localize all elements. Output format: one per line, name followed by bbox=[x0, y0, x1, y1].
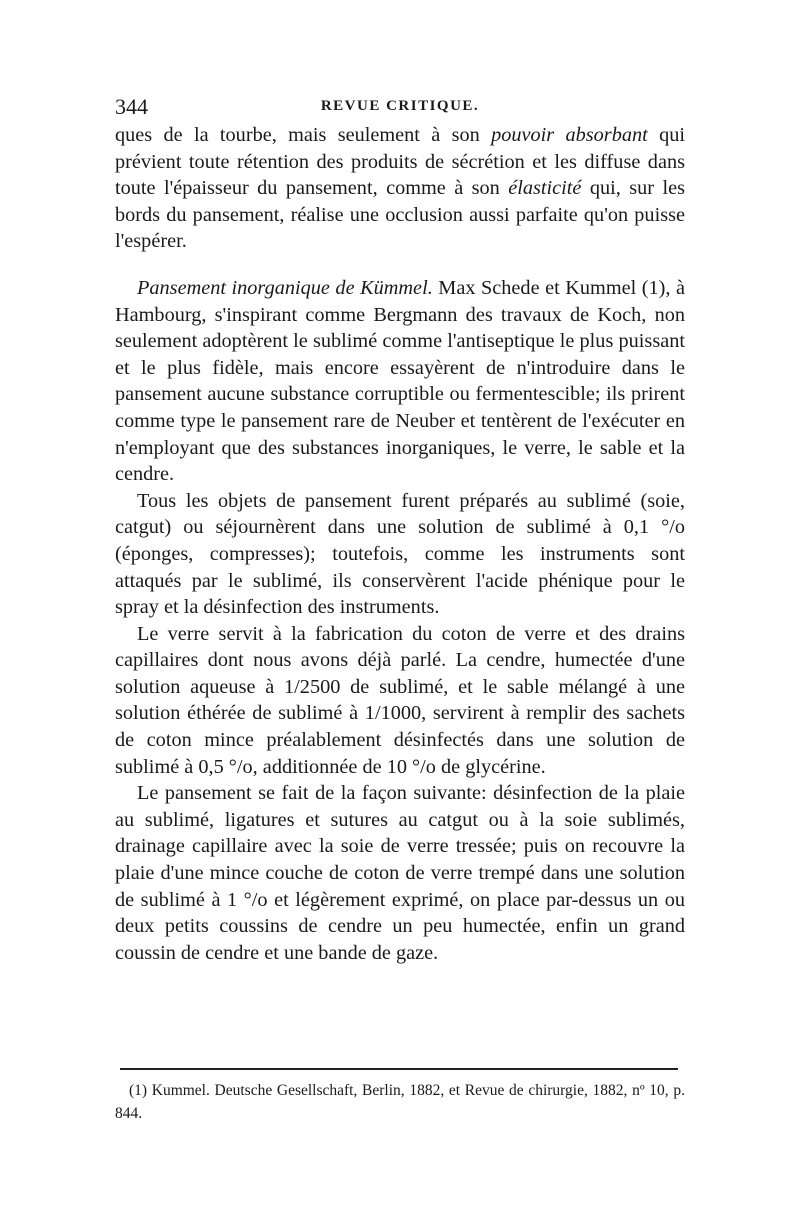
footnote: (1) Kummel. Deutsche Gesellschaft, Berlin, 1882, et Revue de chirurgie, 1882, nº 10, p. 844. bbox=[115, 1082, 685, 1122]
page-header bbox=[115, 94, 685, 124]
paragraph-text: qui prévient toute rétention des produits de sécrétion et les diffuse dans toute l'épaisseur du pansement, comme à son bbox=[115, 124, 685, 200]
paragraph-text: Le verre servit à la fabrication du coton de verre et des drains capillaires dont nous avons déjà parlé. La cendre, humectée d'une solution aqueuse à 1/2500 de sublimé, et le sable mélangé à une solution éthérée de sublimé à 1/1000, servirent à remplir des sachets de coton mince préalablement désinfectés dans une solution de sublimé à 0,5 °/o, additionnée de 10 °/o de glycérine. bbox=[115, 622, 685, 778]
body-text bbox=[115, 122, 685, 966]
emphasis-elasticite: élasticité bbox=[508, 177, 582, 200]
paragraph-text: Max Schede et Kummel (1), à Hambourg, s'inspirant comme Bergmann des travaux de Koch, non seulement adoptèrent le sublimé comme l'antiseptique le plus puissant et le plus fidèle, mais encore essayèrent de n'introduire dans le pansement aucune substance corruptible ou fermentescible; ils prirent comme type le pansement rare de Neuber et tentèrent de l'exécuter en n'employant que des substances inorganiques, le verre, le sable et la cendre. bbox=[115, 276, 686, 486]
footnote-divider bbox=[120, 1068, 678, 1070]
page-number: 344 bbox=[115, 94, 148, 119]
paragraph-continuation bbox=[115, 122, 685, 255]
paragraph-text: Tous les objets de pansement furent préparés au sublimé (soie, catgut) ou séjournèrent dans une solution de sublimé à 0,1 °/o (éponges, compresses); toutefois, comme les instruments sont attaqués par le sublimé, ils conservèrent l'acide phénique pour le spray et la désinfection des instruments. bbox=[115, 489, 685, 619]
section-heading-inline: Pansement inorganique de Kümmel. bbox=[137, 276, 433, 299]
paragraph-text: qui, sur les bords du pansement, réalise une occlusion aussi parfaite qu'on puisse l'espérer. bbox=[115, 177, 686, 253]
paragraph-kummel bbox=[115, 275, 685, 488]
paragraph-objets bbox=[115, 488, 685, 621]
paragraph-verre bbox=[115, 621, 685, 781]
paragraph-text: Le pansement se fait de la façon suivante: désinfection de la plaie au sublimé, ligatures et sutures au catgut ou à la soie sublimés, drainage capillaire avec la soie de verre tressée; puis on recouvre la plaie d'une mince couche de coton de verre trempé dans une solution de sublimé à 1 °/o et légèrement exprimé, on place par-dessus un ou deux petits coussins de cendre un peu humectée, enfin un grand coussin de cendre et une bande de gaze. bbox=[115, 782, 685, 964]
paragraph-pansement bbox=[115, 780, 685, 966]
emphasis-pouvoir-absorbant: pouvoir absorbant bbox=[491, 124, 648, 146]
running-title: REVUE CRITIQUE. bbox=[320, 98, 480, 114]
paragraph-text: ques de la tourbe, mais seulement à son bbox=[115, 124, 492, 146]
